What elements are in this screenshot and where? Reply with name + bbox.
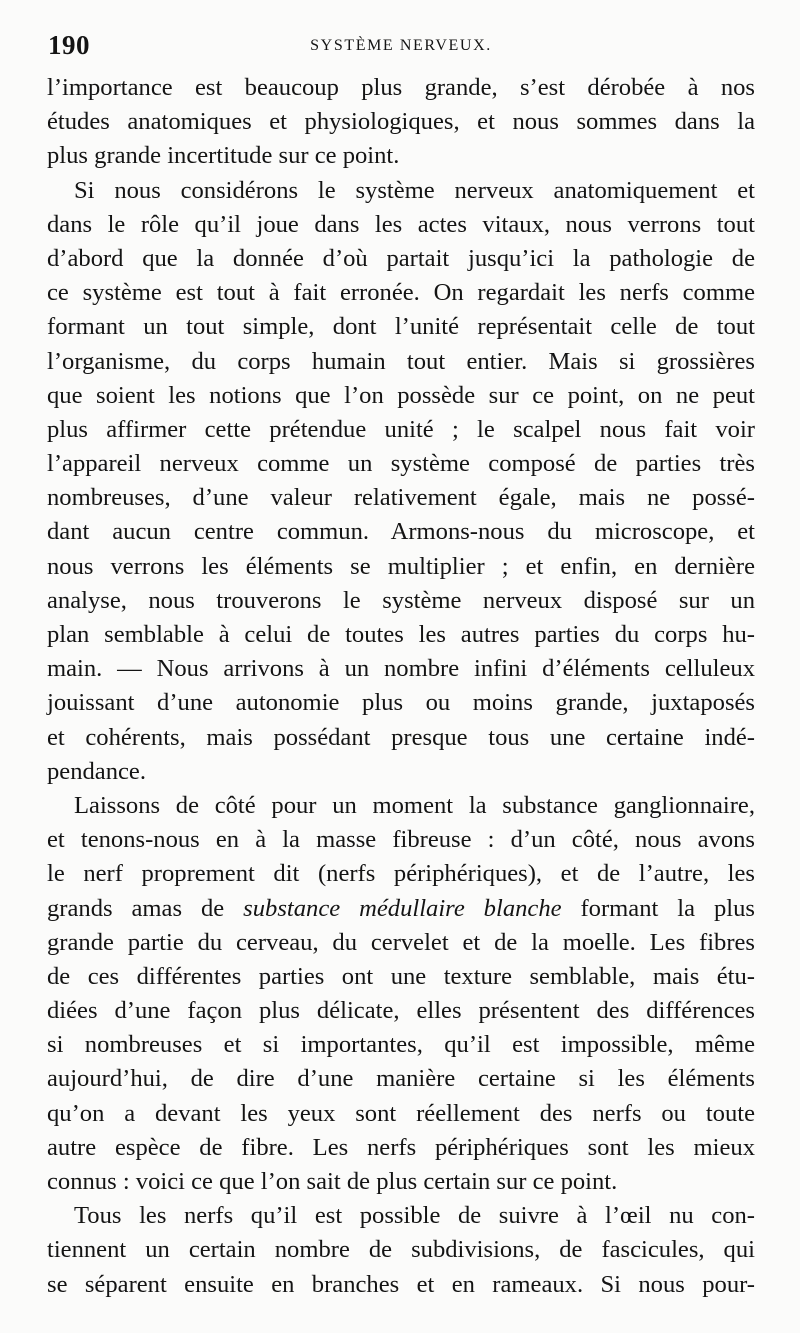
page-number: 190 xyxy=(48,30,90,60)
text-run: grands amas de xyxy=(47,894,244,922)
text-line: ce système est tout à fait erronée. On regardait les nerfs comme xyxy=(47,279,755,307)
text-run: formant la plus xyxy=(561,894,755,922)
text-line: dant aucun centre commun. Armons-nous du microscope, et xyxy=(47,518,755,546)
text-line: aujourd’hui, de dire d’une manière certaine si les éléments xyxy=(47,1065,755,1093)
text-line: Laissons de côté pour un moment la substance ganglionnaire, xyxy=(74,791,755,819)
text-line: plan semblable à celui de toutes les autres parties du corps hu- xyxy=(47,621,755,648)
text-line: si nombreuses et si importantes, qu’il est impossible, même xyxy=(47,1031,755,1059)
text-line: se séparent ensuite en branches et en rameaux. Si nous pour- xyxy=(47,1270,755,1298)
text-line: qu’on a devant les yeux sont réellement des nerfs ou toute xyxy=(47,1099,755,1127)
text-line: d’abord que la donnée d’où partait jusqu’ici la pathologie de xyxy=(47,244,755,272)
text-line: jouissant d’une autonomie plus ou moins grande, juxtaposés xyxy=(47,689,755,717)
text-line xyxy=(47,892,755,926)
text-line: et tenons-nous en à la masse fibreuse : d’un côté, nous avons xyxy=(47,826,755,854)
text-line: le nerf proprement dit (nerfs périphériques), et de l’autre, les xyxy=(47,860,755,888)
text-line: plus grande incertitude sur ce point. xyxy=(47,142,400,170)
text-line: connus : voici ce que l’on sait de plus certain sur ce point. xyxy=(47,1168,618,1195)
text-line: nombreuses, d’une valeur relativement égale, mais ne possé- xyxy=(47,484,755,512)
paragraph xyxy=(47,71,755,174)
text-line: Tous les nerfs qu’il est possible de suivre à l’œil nu con- xyxy=(74,1202,755,1230)
text-line: autre espèce de fibre. Les nerfs périphériques sont les mieux xyxy=(47,1133,755,1161)
paragraph xyxy=(47,789,755,1199)
text-line: l’organisme, du corps humain tout entier. Mais si grossières xyxy=(47,347,755,375)
text-line: nous verrons les éléments se multiplier ; et enfin, en dernière xyxy=(47,552,755,580)
text-line: que soient les notions que l’on possède sur ce point, on ne peut xyxy=(47,381,755,409)
body-text xyxy=(47,71,755,1302)
text-line: de ces différentes parties ont une texture semblable, mais étu- xyxy=(47,962,755,990)
page-header xyxy=(48,30,754,64)
text-line: diées d’une façon plus délicate, elles présentent des différences xyxy=(47,997,755,1025)
text-line: Si nous considérons le système nerveux anatomiquement et xyxy=(74,176,755,204)
text-line: plus affirmer cette prétendue unité ; le scalpel nous fait voir xyxy=(47,415,755,443)
text-line: main. — Nous arrivons à un nombre infini d’éléments celluleux xyxy=(47,655,755,683)
paragraph xyxy=(47,1199,755,1302)
text-line: études anatomiques et physiologiques, et nous sommes dans la xyxy=(47,108,755,136)
running-title: SYSTÈME NERVEUX. xyxy=(310,37,492,54)
text-line: et cohérents, mais possédant presque tous une certaine indé- xyxy=(47,723,755,751)
text-line: l’importance est beaucoup plus grande, s’est dérobée à nos xyxy=(47,74,755,101)
paragraph xyxy=(47,174,755,789)
text-line: formant un tout simple, dont l’unité représentait celle de tout xyxy=(47,313,755,341)
text-line: dans le rôle qu’il joue dans les actes vitaux, nous verrons tout xyxy=(47,210,755,238)
text-line: grande partie du cerveau, du cervelet et de la moelle. Les fibres xyxy=(47,928,755,956)
text-line: analyse, nous trouverons le système nerveux disposé sur un xyxy=(47,586,755,614)
text-line: pendance. xyxy=(47,757,146,785)
italic-term: substance médullaire blanche xyxy=(243,894,562,922)
text-line: tiennent un certain nombre de subdivisions, de fascicules, qui xyxy=(47,1236,755,1264)
text-line: l’appareil nerveux comme un système composé de parties très xyxy=(47,450,755,478)
